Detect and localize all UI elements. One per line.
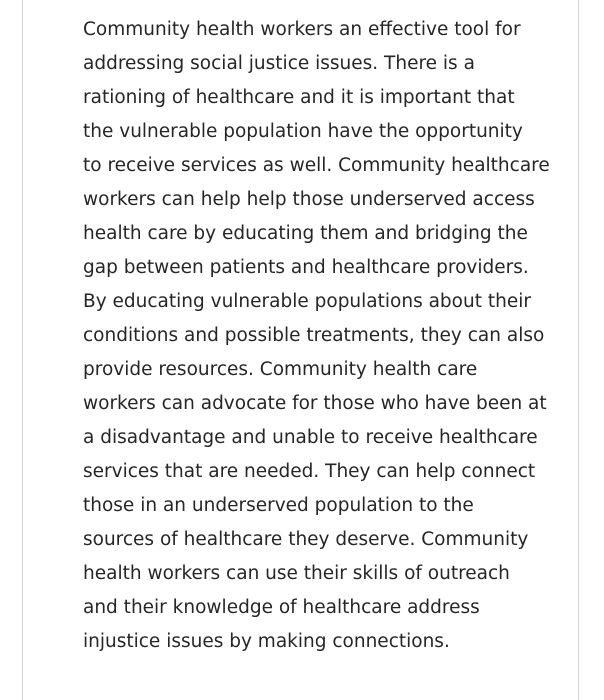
paragraph-line: workers can advocate for those who have been at [83, 393, 547, 414]
paragraph-line: and their knowledge of healthcare address [83, 597, 480, 618]
paragraph-line: a disadvantage and unable to receive healthcare [83, 427, 538, 448]
paragraph-line: gap between patients and healthcare providers. [83, 257, 529, 278]
paragraph-line: By educating vulnerable populations about their [83, 291, 531, 312]
paragraph-line: workers can help help those underserved access [83, 189, 535, 210]
paragraph-line: health workers can use their skills of outreach [83, 563, 510, 584]
paragraph-line: rationing of healthcare and it is important that [83, 87, 515, 108]
paragraph-line: conditions and possible treatments, they can also [83, 325, 545, 346]
paragraph-line: provide resources. Community health care [83, 359, 478, 380]
paragraph-line: to receive services as well. Community healthcare [83, 155, 550, 176]
paragraph-line: those in an underserved population to the [83, 495, 474, 516]
paragraph-line: injustice issues by making connections. [83, 631, 450, 652]
paragraph-line: sources of healthcare they deserve. Community [83, 529, 529, 550]
paragraph-line: addressing social justice issues. There is a [83, 53, 475, 74]
answer-paragraph [83, 13, 563, 659]
paragraph-line: the vulnerable population have the opportunity [83, 121, 523, 142]
paragraph-line: health care by educating them and bridging the [83, 223, 528, 244]
paragraph-line: services that are needed. They can help connect [83, 461, 536, 482]
paragraph-line: Community health workers an effective tool for [83, 19, 521, 40]
